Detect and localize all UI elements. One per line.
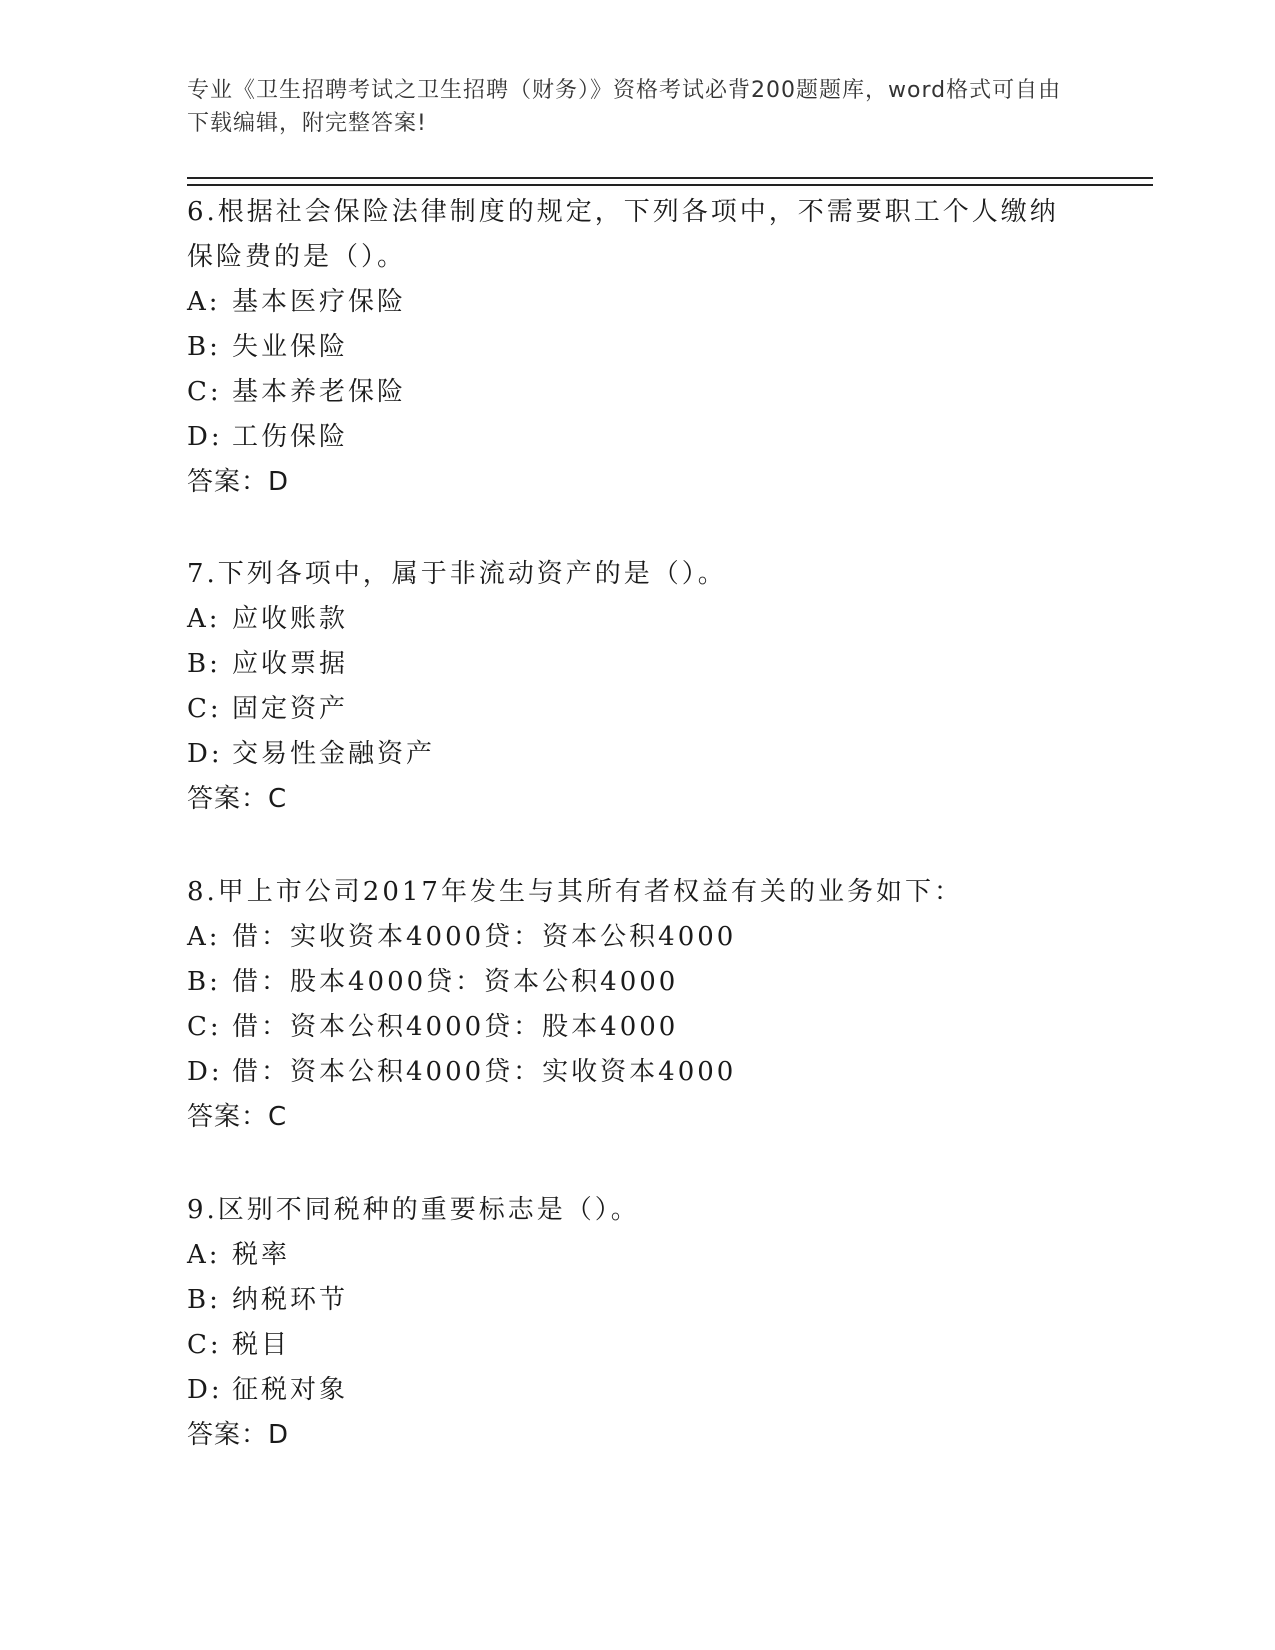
option-b [187, 1278, 1067, 1323]
option-letter: D: [187, 422, 223, 452]
option-letter: C: [187, 694, 222, 724]
option-letter: A: [187, 287, 221, 317]
option-c [187, 370, 1067, 415]
option-text: 借：股本4000贷：资本公积4000 [232, 967, 679, 997]
answer-line: 答案：C [187, 784, 288, 814]
option-letter: C: [187, 1012, 222, 1042]
option-text: 应收票据 [232, 649, 349, 679]
option-text: 纳税环节 [232, 1285, 349, 1315]
option-text: 交易性金融资产 [232, 739, 436, 769]
option-text: 基本医疗保险 [232, 287, 407, 317]
option-a [187, 915, 1067, 960]
option-a [187, 1233, 1067, 1278]
option-c [187, 1323, 1067, 1368]
question-8 [187, 870, 1067, 1140]
option-letter: D: [187, 1057, 223, 1087]
option-c [187, 1005, 1067, 1050]
option-letter: B: [187, 649, 221, 679]
option-text: 工伤保险 [232, 422, 349, 452]
question-stem: 7.下列各项中，属于非流动资产的是（）。 [187, 559, 727, 589]
option-letter: A: [187, 604, 221, 634]
option-text: 税目 [232, 1330, 291, 1360]
option-text: 借：资本公积4000贷：股本4000 [232, 1012, 679, 1042]
option-b [187, 960, 1067, 1005]
question-stem: 8.甲上市公司2017年发生与其所有者权益有关的业务如下： [187, 877, 963, 907]
option-letter: A: [187, 1240, 221, 1270]
question-stem: 6.根据社会保险法律制度的规定，下列各项中，不需要职工个人缴纳保险费的是（）。 [187, 197, 1059, 272]
option-letter: B: [187, 332, 221, 362]
option-list [187, 915, 1067, 1095]
option-list [187, 280, 1067, 460]
header-divider-top [187, 177, 1153, 179]
option-letter: D: [187, 1375, 223, 1405]
option-text: 税率 [232, 1240, 291, 1270]
option-text: 失业保险 [232, 332, 349, 362]
option-list [187, 597, 1067, 777]
option-a [187, 597, 1067, 642]
answer-line: 答案：D [187, 1420, 290, 1450]
option-d [187, 1050, 1067, 1095]
option-letter: B: [187, 1285, 221, 1315]
question-9 [187, 1188, 1067, 1458]
option-letter: C: [187, 1330, 222, 1360]
option-letter: C: [187, 377, 222, 407]
option-d [187, 415, 1067, 460]
question-stem: 9.区别不同税种的重要标志是（）。 [187, 1195, 640, 1225]
question-6 [187, 190, 1067, 505]
option-list [187, 1233, 1067, 1413]
option-b [187, 642, 1067, 687]
option-letter: B: [187, 967, 221, 997]
header-divider-bottom [187, 184, 1153, 186]
option-text: 固定资产 [232, 694, 349, 724]
option-text: 基本养老保险 [232, 377, 407, 407]
answer-line: 答案：C [187, 1102, 288, 1132]
document-header: 专业《卫生招聘考试之卫生招聘（财务）》资格考试必背200题题库，word格式可自由下载编辑，附完整答案! [187, 78, 1062, 136]
option-text: 征税对象 [232, 1375, 349, 1405]
option-b [187, 325, 1067, 370]
option-text: 借：实收资本4000贷：资本公积4000 [232, 922, 737, 952]
option-d [187, 1368, 1067, 1413]
option-text: 借：资本公积4000贷：实收资本4000 [232, 1057, 737, 1087]
option-c [187, 687, 1067, 732]
option-text: 应收账款 [232, 604, 349, 634]
option-a [187, 280, 1067, 325]
question-7 [187, 552, 1067, 822]
option-letter: D: [187, 739, 223, 769]
option-d [187, 732, 1067, 777]
answer-line: 答案：D [187, 467, 290, 497]
option-letter: A: [187, 922, 221, 952]
